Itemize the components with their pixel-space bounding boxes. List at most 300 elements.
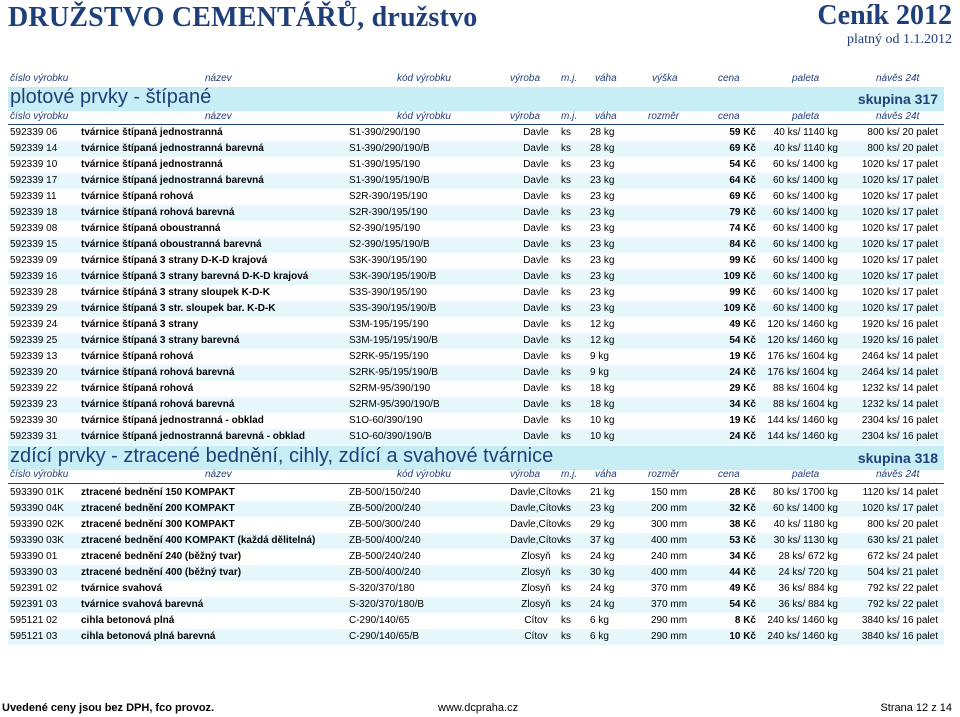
pallet-info: 60 ks/ 1400 kg [772, 223, 838, 234]
table-row [8, 517, 944, 533]
trailer-info: 2464 ks/ 14 palet [861, 367, 938, 378]
pallet-info: 240 ks/ 1460 kg [767, 615, 838, 626]
col-cena: cena [718, 73, 740, 84]
price: 109 Kč [723, 303, 756, 314]
price: 99 Kč [729, 255, 756, 266]
product-name: ztracené bednění 400 (běžný tvar) [81, 567, 242, 578]
price: 34 Kč [729, 399, 756, 410]
unit: ks [561, 351, 571, 362]
production-site: Davle [523, 383, 549, 394]
price: 49 Kč [729, 583, 756, 594]
unit: ks [561, 271, 571, 282]
col-paleta: paleta [792, 73, 820, 84]
weight: 24 kg [590, 599, 615, 610]
product-code: 593390 01 [10, 551, 58, 562]
product-code: 592339 24 [10, 319, 58, 330]
production-site: Davle [523, 351, 549, 362]
weight: 10 kg [590, 415, 615, 426]
unit: ks [561, 303, 571, 314]
product-name: cihla betonová plná barevná [81, 631, 216, 642]
table-row [8, 125, 944, 141]
production-site: Davle [523, 223, 549, 234]
production-site: Cítov [524, 615, 548, 626]
unit: ks [561, 367, 571, 378]
unit: ks [561, 583, 571, 594]
product-name: tvárnice svahová [81, 583, 163, 594]
pallet-info: 60 ks/ 1400 kg [772, 303, 838, 314]
product-code: 592339 23 [10, 399, 58, 410]
dimension: 150 mm [650, 487, 688, 498]
unit: ks [561, 191, 571, 202]
pallet-info: 36 ks/ 884 kg [778, 599, 838, 610]
product-code: 592339 20 [10, 367, 58, 378]
dimension: 370 mm [650, 583, 688, 594]
product-code: 592391 02 [10, 583, 58, 594]
pallet-info: 60 ks/ 1400 kg [772, 175, 838, 186]
unit: ks [561, 159, 571, 170]
product-kod: S3K-390/195/190 [349, 255, 427, 266]
weight: 21 kg [590, 487, 615, 498]
table-row [8, 533, 944, 549]
dimension: 300 mm [650, 519, 688, 530]
pallet-info: 60 ks/ 1400 kg [772, 503, 838, 514]
trailer-info: 2304 ks/ 16 palet [861, 431, 938, 442]
production-site: Davle [523, 399, 549, 410]
table-row [8, 221, 944, 237]
production-site: Zlosyň [521, 583, 551, 594]
table-row [8, 301, 944, 317]
table-row [8, 205, 944, 221]
col-paleta: paleta [792, 469, 820, 480]
product-code: 592339 22 [10, 383, 58, 394]
trailer-info: 1020 ks/ 17 palet [861, 175, 938, 186]
product-table-317 [8, 125, 944, 445]
col-name: název [205, 469, 232, 480]
unit: ks [561, 287, 571, 298]
product-kod: S3S-390/195/190 [349, 287, 427, 298]
pallet-info: 88 ks/ 1604 kg [772, 399, 838, 410]
weight: 23 kg [590, 175, 615, 186]
price: 53 Kč [729, 535, 756, 546]
col-name: název [205, 73, 232, 84]
price: 38 Kč [729, 519, 756, 530]
trailer-info: 1920 ks/ 16 palet [861, 335, 938, 346]
section-column-header [0, 111, 960, 125]
product-kod: ZB-500/240/240 [349, 551, 421, 562]
product-code: 592339 29 [10, 303, 58, 314]
unit: ks [561, 567, 571, 578]
product-name: tvárnice štípaná jednostranná - obklad [81, 415, 264, 426]
top-column-header [0, 73, 960, 87]
section-band-317 [8, 87, 944, 111]
product-code: 595121 02 [10, 615, 58, 626]
weight: 9 kg [590, 351, 609, 362]
weight: 23 kg [590, 503, 615, 514]
product-name: tvárnice štípaná rohová barevná [81, 367, 235, 378]
weight: 10 kg [590, 431, 615, 442]
unit: ks [561, 415, 571, 426]
product-kod: S3S-390/195/190/B [349, 303, 437, 314]
dimension: 400 mm [650, 535, 688, 546]
weight: 30 kg [590, 567, 615, 578]
col-kod: kód výrobku [397, 111, 451, 122]
unit: ks [561, 143, 571, 154]
product-kod: S2-390/195/190 [349, 223, 421, 234]
unit: ks [561, 207, 571, 218]
product-code: 592339 10 [10, 159, 58, 170]
col-kod: kód výrobku [397, 469, 451, 480]
weight: 23 kg [590, 287, 615, 298]
table-row [8, 429, 944, 445]
pricelist-title: Ceník 2012 [817, 0, 952, 31]
production-site: Davle [523, 287, 549, 298]
product-code: 592339 30 [10, 415, 58, 426]
col-code: číslo výrobku [10, 469, 69, 480]
product-name: tvárnice štípaná 3 strany D-K-D krajová [81, 255, 268, 266]
table-row [8, 157, 944, 173]
weight: 29 kg [590, 519, 615, 530]
production-site: Davle [523, 431, 549, 442]
dimension: 200 mm [650, 503, 688, 514]
section-title: plotové prvky - štípané [10, 86, 212, 108]
col-code: číslo výrobku [10, 73, 69, 84]
price: 109 Kč [723, 271, 756, 282]
product-code: 593390 04K [10, 503, 64, 514]
footer-note: Uvedené ceny jsou bez DPH, fco provoz. [2, 702, 215, 714]
trailer-info: 1020 ks/ 17 palet [861, 159, 938, 170]
price: 74 Kč [729, 223, 756, 234]
price: 54 Kč [729, 159, 756, 170]
col-vyroba: výroba [510, 111, 541, 122]
unit: ks [561, 615, 571, 626]
product-name: ztracené bednění 400 KOMPAKT (každá dělitelná) [81, 535, 316, 546]
trailer-info: 800 ks/ 20 palet [867, 143, 938, 154]
unit: ks [561, 175, 571, 186]
product-code: 593390 02K [10, 519, 64, 530]
col-vyroba: výroba [510, 73, 541, 84]
weight: 23 kg [590, 191, 615, 202]
col-name: název [205, 111, 232, 122]
pallet-info: 240 ks/ 1460 kg [767, 631, 838, 642]
product-name: tvárnice štípaná rohová [81, 191, 194, 202]
trailer-info: 1020 ks/ 17 palet [861, 255, 938, 266]
price: 54 Kč [729, 335, 756, 346]
product-code: 593390 01K [10, 487, 64, 498]
table-row [8, 597, 944, 613]
unit: ks [561, 319, 571, 330]
col-naves: návěs 24t [876, 469, 920, 480]
production-site: Zlosyň [521, 567, 551, 578]
trailer-info: 1232 ks/ 14 palet [861, 399, 938, 410]
col-code: číslo výrobku [10, 111, 69, 122]
production-site: Zlosyň [521, 599, 551, 610]
col-rozmer: rozměr [648, 111, 680, 122]
dimension: 240 mm [650, 551, 688, 562]
product-kod: S1-390/195/190 [349, 159, 421, 170]
product-code: 592339 08 [10, 223, 58, 234]
product-name: tvárnice štípaná 3 strany [81, 319, 199, 330]
pallet-info: 60 ks/ 1400 kg [772, 239, 838, 250]
dimension: 290 mm [650, 615, 688, 626]
trailer-info: 800 ks/ 20 palet [867, 519, 938, 530]
weight: 18 kg [590, 383, 615, 394]
weight: 28 kg [590, 143, 615, 154]
product-name: tvárnice štípaná oboustranná barevná [81, 239, 262, 250]
product-code: 592339 28 [10, 287, 58, 298]
unit: ks [561, 519, 571, 530]
product-name: ztracené bednění 200 KOMPAKT [81, 503, 235, 514]
production-site: Davle [523, 271, 549, 282]
product-name: tvárnice štípaná jednostranná barevná [81, 175, 264, 186]
production-site: Davle [523, 175, 549, 186]
table-row [8, 253, 944, 269]
table-row [8, 285, 944, 301]
weight: 23 kg [590, 207, 615, 218]
weight: 18 kg [590, 399, 615, 410]
product-table-318 [8, 485, 944, 645]
production-site: Davle [523, 239, 549, 250]
pallet-info: 176 ks/ 1604 kg [767, 367, 838, 378]
product-kod: S2RK-95/195/190/B [349, 367, 438, 378]
product-kod: S3K-390/195/190/B [349, 271, 437, 282]
product-code: 592339 31 [10, 431, 58, 442]
production-site: Davle [523, 303, 549, 314]
product-kod: ZB-500/150/240 [349, 487, 421, 498]
price: 84 Kč [729, 239, 756, 250]
price: 99 Kč [729, 287, 756, 298]
production-site: Davle [523, 415, 549, 426]
pallet-info: 40 ks/ 1180 kg [773, 519, 838, 530]
col-vyska: výška [652, 73, 678, 84]
trailer-info: 792 ks/ 22 palet [867, 583, 938, 594]
product-kod: S1-390/290/190/B [349, 143, 430, 154]
pallet-info: 60 ks/ 1400 kg [772, 159, 838, 170]
price: 24 Kč [729, 431, 756, 442]
product-name: tvárnice štípaná 3 strany barevná D-K-D krajová [81, 271, 309, 282]
production-site: Davle [523, 159, 549, 170]
pallet-info: 40 ks/ 1140 kg [773, 143, 838, 154]
col-vaha: váha [595, 73, 617, 84]
weight: 23 kg [590, 239, 615, 250]
pallet-info: 60 ks/ 1400 kg [772, 271, 838, 282]
weight: 24 kg [590, 551, 615, 562]
product-kod: S1O-60/390/190/B [349, 431, 432, 442]
col-cena: cena [718, 111, 740, 122]
pallet-info: 144 ks/ 1460 kg [767, 415, 838, 426]
product-kod: S2R-390/195/190 [349, 191, 428, 202]
pallet-info: 36 ks/ 884 kg [778, 583, 838, 594]
trailer-info: 1020 ks/ 17 palet [861, 207, 938, 218]
section-group: skupina 318 [857, 450, 938, 466]
unit: ks [561, 335, 571, 346]
trailer-info: 1020 ks/ 17 palet [861, 191, 938, 202]
trailer-info: 1232 ks/ 14 palet [861, 383, 938, 394]
table-row [8, 317, 944, 333]
col-kod: kód výrobku [397, 73, 451, 84]
trailer-info: 1020 ks/ 17 palet [861, 503, 938, 514]
price: 8 Kč [734, 615, 756, 626]
product-name: ztracené bednění 240 (běžný tvar) [81, 551, 242, 562]
pallet-info: 30 ks/ 1130 kg [773, 535, 838, 546]
product-kod: S2RM-95/390/190 [349, 383, 431, 394]
production-site: Davle [523, 255, 549, 266]
valid-from: platný od 1.1.2012 [847, 32, 952, 47]
production-site: Zlosyň [521, 551, 551, 562]
table-row [8, 413, 944, 429]
section-group: skupina 317 [857, 91, 938, 107]
pallet-info: 120 ks/ 1460 kg [767, 319, 838, 330]
trailer-info: 1020 ks/ 17 palet [861, 287, 938, 298]
pallet-info: 88 ks/ 1604 kg [772, 383, 838, 394]
production-site: Davle,Cítov [510, 519, 562, 530]
production-site: Davle [523, 191, 549, 202]
product-kod: S1O-60/390/190 [349, 415, 423, 426]
trailer-info: 630 ks/ 21 palet [867, 535, 938, 546]
trailer-info: 2464 ks/ 14 palet [861, 351, 938, 362]
product-kod: ZB-500/200/240 [349, 503, 421, 514]
table-row [8, 237, 944, 253]
price: 19 Kč [729, 415, 756, 426]
col-mj: m.j. [561, 111, 578, 122]
weight: 6 kg [590, 615, 609, 626]
price: 24 Kč [729, 367, 756, 378]
product-code: 592339 16 [10, 271, 58, 282]
product-name: tvárnice štípaná jednostranná barevná [81, 143, 264, 154]
pallet-info: 60 ks/ 1400 kg [772, 255, 838, 266]
trailer-info: 800 ks/ 20 palet [867, 127, 938, 138]
price: 69 Kč [729, 143, 756, 154]
product-code: 595121 03 [10, 631, 58, 642]
unit: ks [561, 399, 571, 410]
product-code: 592339 25 [10, 335, 58, 346]
pallet-info: 144 ks/ 1460 kg [767, 431, 838, 442]
price: 59 Kč [729, 127, 756, 138]
trailer-info: 3840 ks/ 16 palet [861, 631, 938, 642]
product-kod: ZB-500/400/240 [349, 535, 421, 546]
product-name: tvárnice štípaná jednostranná barevná - obklad [81, 431, 305, 442]
unit: ks [561, 255, 571, 266]
unit: ks [561, 631, 571, 642]
production-site: Davle,Cítov [510, 503, 562, 514]
pallet-info: 60 ks/ 1400 kg [772, 287, 838, 298]
product-name: tvárnice štípaná rohová barevná [81, 207, 235, 218]
col-rozmer: rozměr [648, 469, 680, 480]
col-paleta: paleta [792, 111, 820, 122]
price: 10 Kč [729, 631, 756, 642]
weight: 9 kg [590, 367, 609, 378]
weight: 23 kg [590, 223, 615, 234]
trailer-info: 3840 ks/ 16 palet [861, 615, 938, 626]
trailer-info: 504 ks/ 21 palet [867, 567, 938, 578]
production-site: Davle [523, 319, 549, 330]
product-code: 592339 18 [10, 207, 58, 218]
product-code: 593390 03K [10, 535, 64, 546]
unit: ks [561, 551, 571, 562]
col-vaha: váha [595, 469, 617, 480]
weight: 28 kg [590, 127, 615, 138]
weight: 12 kg [590, 335, 615, 346]
company-name: DRUŽSTVO CEMENTÁŘŮ, družstvo [8, 2, 478, 33]
dimension: 400 mm [650, 567, 688, 578]
product-code: 592391 03 [10, 599, 58, 610]
product-kod: S2R-390/195/190 [349, 207, 428, 218]
unit: ks [561, 535, 571, 546]
unit: ks [561, 239, 571, 250]
pallet-info: 80 ks/ 1700 kg [772, 487, 838, 498]
pallet-info: 176 ks/ 1604 kg [767, 351, 838, 362]
col-mj: m.j. [561, 469, 578, 480]
production-site: Davle [523, 335, 549, 346]
table-row [8, 485, 944, 501]
table-row [8, 629, 944, 645]
unit: ks [561, 223, 571, 234]
weight: 23 kg [590, 303, 615, 314]
product-code: 592339 06 [10, 127, 58, 138]
product-kod: ZB-500/400/240 [349, 567, 421, 578]
weight: 37 kg [590, 535, 615, 546]
production-site: Davle [523, 207, 549, 218]
pallet-info: 40 ks/ 1140 kg [773, 127, 838, 138]
product-code: 592339 13 [10, 351, 58, 362]
col-cena: cena [718, 469, 740, 480]
pallet-info: 120 ks/ 1460 kg [767, 335, 838, 346]
product-name: ztracené bednění 300 KOMPAKT [81, 519, 235, 530]
product-name: tvárnice svahová barevná [81, 599, 204, 610]
table-row [8, 501, 944, 517]
weight: 23 kg [590, 255, 615, 266]
table-row [8, 173, 944, 189]
price: 54 Kč [729, 599, 756, 610]
trailer-info: 672 ks/ 24 palet [867, 551, 938, 562]
price: 28 Kč [729, 487, 756, 498]
pallet-info: 60 ks/ 1400 kg [772, 207, 838, 218]
product-name: tvárnice štípaná rohová barevná [81, 399, 235, 410]
footer-website: www.dcpraha.cz [438, 702, 519, 714]
price: 29 Kč [729, 383, 756, 394]
table-row [8, 141, 944, 157]
unit: ks [561, 383, 571, 394]
product-name: tvárnice štípaná 3 strany barevná [81, 335, 240, 346]
product-name: tvárnice štípaná jednostranná [81, 159, 223, 170]
product-kod: ZB-500/300/240 [349, 519, 421, 530]
weight: 23 kg [590, 159, 615, 170]
table-row [8, 365, 944, 381]
table-row [8, 613, 944, 629]
table-row [8, 269, 944, 285]
unit: ks [561, 431, 571, 442]
trailer-info: 1020 ks/ 17 palet [861, 271, 938, 282]
dimension: 290 mm [650, 631, 688, 642]
weight: 23 kg [590, 271, 615, 282]
price: 32 Kč [729, 503, 756, 514]
footer-page-number: Strana 12 z 14 [880, 702, 952, 714]
table-row [8, 349, 944, 365]
product-kod: S-320/370/180 [349, 583, 415, 594]
product-kod: C-290/140/65 [349, 615, 410, 626]
table-row [8, 381, 944, 397]
price: 49 Kč [729, 319, 756, 330]
unit: ks [561, 487, 571, 498]
product-kod: S3M-195/195/190/B [349, 335, 438, 346]
unit: ks [561, 503, 571, 514]
product-kod: S3M-195/195/190 [349, 319, 429, 330]
production-site: Davle,Cítov [510, 535, 562, 546]
product-kod: S1-390/195/190/B [349, 175, 430, 186]
production-site: Davle,Cítov [510, 487, 562, 498]
table-row [8, 549, 944, 565]
trailer-info: 2304 ks/ 16 palet [861, 415, 938, 426]
table-row [8, 333, 944, 349]
